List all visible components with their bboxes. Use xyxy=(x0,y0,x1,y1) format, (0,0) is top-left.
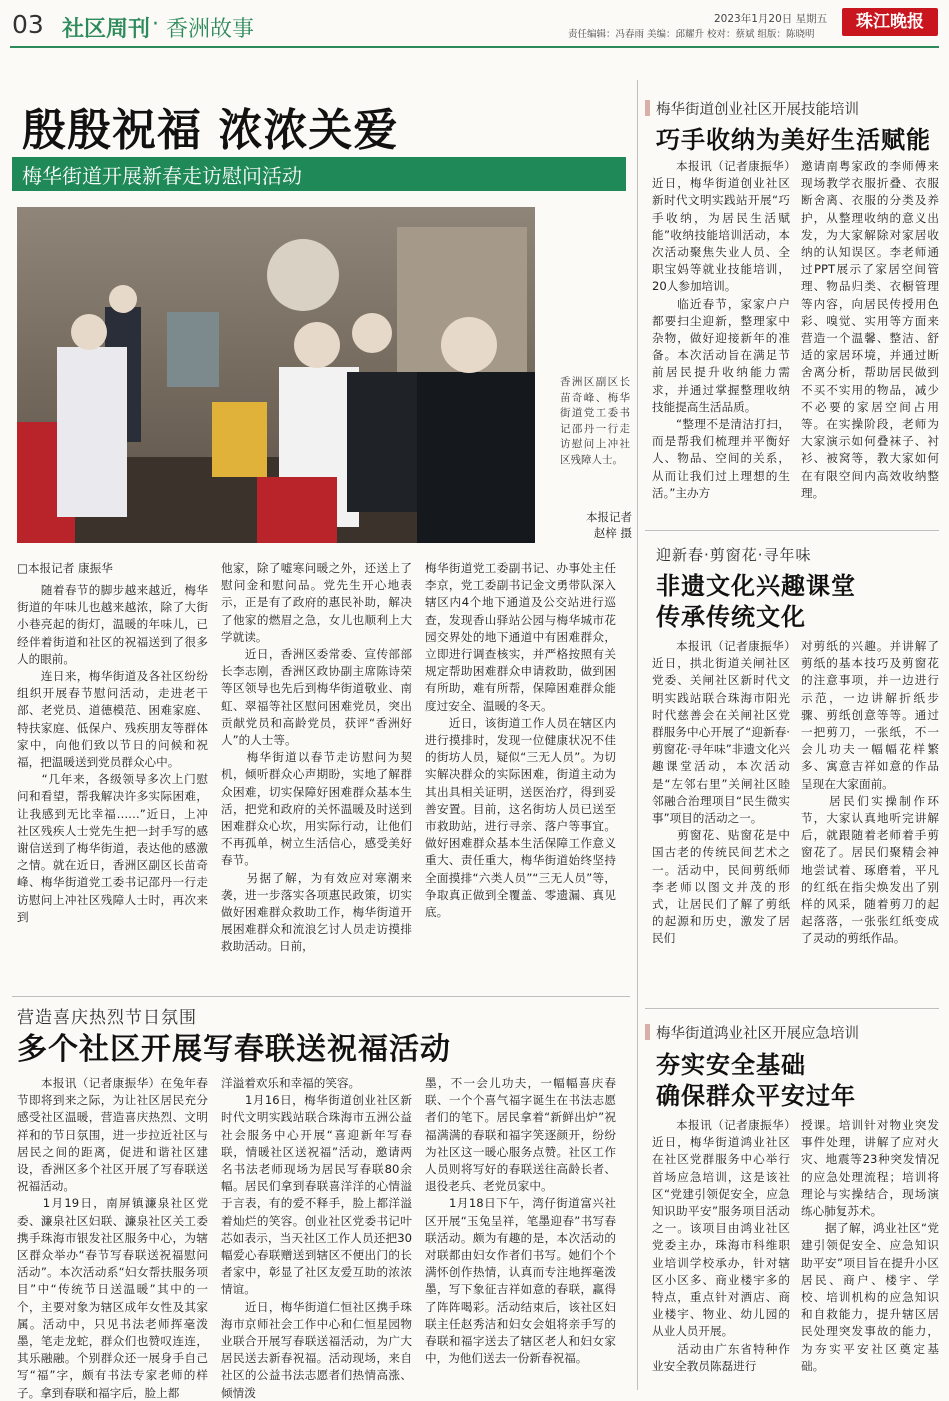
photo-credit: 本报记者 赵梓 摄 xyxy=(586,510,632,540)
storage-title: 巧手收纳为美好生活赋能 xyxy=(656,126,931,154)
section-dot: · xyxy=(152,12,159,37)
papercut-column-1: 本报讯（记者康振华）近日，拱北街道关闸社区党委、关闸社区新时代文明实践站联合珠海市阳光时代慈善会在关闸社区党群服务中心开展了“迎新春·剪窗花·寻年味”非遗文化兴趣课堂活动，本次活动是“左邻右里”关闸社区睦邻融合治理项目“民生微实事”项目的活动之一。 剪窗花、贴窗花是中国古老的传统民间艺术之一。活动中，民间剪纸师李老师以图文并茂的形式，让居民们了解了剪纸的起源和历史，激发了居民们 xyxy=(652,639,790,946)
photo-caption: 香洲区副区长苗奇峰、梅华街道党工委书记邵丹一行走访慰问上冲社区残障人士。 xyxy=(560,376,630,466)
safety-column-1: 本报讯（记者康振华）近日，梅华街道鸿业社区在社区党群服务中心举行首场应急培训，这是该社区“党建引领促安全，应急知识助平安”服务项目活动之一。该项目由鸿业社区党委主办，珠海市科维职业培训学校承办，针对辖区小区多、商业楼宇多的特点，重点针对酒店、商业楼宇、物业、幼儿园的从业人员开展。 活动由广东省特种作业安全教员陈磊进行 xyxy=(652,1118,790,1373)
issue-date: 2023年1月20日 星期五 xyxy=(714,13,828,25)
papercut-kicker: 迎新春·剪窗花·寻年味 xyxy=(656,546,812,564)
couplet-title: 多个社区开展写春联送祝福活动 xyxy=(17,1032,451,1067)
page-number: 03 xyxy=(12,10,44,39)
storage-column-1: 本报讯（记者康振华）近日，梅华街道创业社区新时代文明实践站开展“巧手收纳，为居民生活赋能”收纳技能培训活动，本次活动聚焦失业人员、全职宝妈等就业技能培训，20人参加培训。 临近春节，家家户户都要扫尘迎新，整理家中杂物，做好迎接新年的准备。本次活动旨在满足节前居民提升收纳能力需求，并通过掌握整理收纳技能提高生活品质。 “整理不是清洁打扫，而是帮我们梳理并平衡好人、物品、空间的关系，从而让我们过上理想的生活。”主办方 xyxy=(652,159,790,500)
safety-title-line-1: 夯实安全基础 xyxy=(656,1051,806,1079)
papercut-column-2: 对剪纸的兴趣。并讲解了剪纸的基本技巧及剪窗花的注意事项，并一边进行示范，一边讲解折纸步骤、剪纸创意等等。通过一把剪刀，一张纸，不一会儿功夫一幅幅花样繁多、寓意吉祥如意的作品呈现在大家面前。 居民们实操制作环节，大家认真地听完讲解后，就跟随着老师着手剪窗花了。居民们聚精会神地尝试着、琢磨着，平凡的红纸在指尖焕发出了别样的风采，随着剪刀的起起落落，一张张红纸变成了灵动的剪纸作品。 xyxy=(801,639,939,946)
right-column-divider xyxy=(637,80,638,1390)
storage-kicker-bar xyxy=(645,100,650,116)
couplet-column-3: 墨，不一会儿功夫，一幅幅喜庆春联、一个个喜气福字诞生在书法志愿者们的笔下。居民拿着“新鲜出炉”祝福满满的春联和福字笑逐颜开，纷纷为社区这一暖心服务点赞。社区工作人员则将写好的春联送往高龄长者、退役老兵、老党员家中。 1月18日下午，湾仔街道富兴社区开展“玉兔呈祥，笔墨迎春”书写春联活动。颇为有趣的是，本次活动的对联都由妇女作者们书写。她们个个满怀创作热情，认真而专注地挥毫泼墨，写下象征吉祥如意的春联，赢得了阵阵喝彩。活动结束后，该社区妇联主任赵秀洁和妇女会姐将亲手写的春联和福字送去了辖区老人和妇女家中，为他们送去一份新春祝福。 xyxy=(425,1076,616,1366)
safety-kicker-bar xyxy=(645,1024,650,1040)
safety-column-2: 授课。培训针对物业突发事件处理，讲解了应对火灾、地震等23种突发情况的应急处理流程；培训将理论与实操结合，现场演练心肺复苏术。 据了解，鸿业社区“党建引领促安全、应急知识助平安”项目旨在提升小区居民、商户、楼宇、学校、培训机构的应急知识和自救能力，提升辖区居民处理突发事故的能力，为夯实平安社区奠定基础。 xyxy=(801,1118,939,1373)
lead-column-1: 随着春节的脚步越来越近，梅华街道的年味儿也越来越浓，除了大街小巷亮起的街灯，温暖的年味儿，已经伴着街道和社区的祝福送到了很多人的眼前。 连日来，梅华街道及各社区纷纷组织开展春节慰问活动，走进老干部、老党员、道德模范、困难家庭、特扶家庭、低保户、残疾朋友等群体家中，向他们致以节日的问候和祝福，把温暖送到党员群众心中。 “几年来，各级领导多次上门慰问和看望，帮我解决许多实际困难，让我感到无比幸福……”近日，上冲社区残疾人士党先生把一封手写的感谢信送到了梅华街道，表达他的感激之情。就在近日，香洲区副区长苗奇峰、梅华街道党工委书记邵丹一行走访慰问上冲社区残障人士时，再次来到 xyxy=(17,583,208,924)
papercut-top-rule xyxy=(645,530,939,531)
staff-credits: 责任编辑：冯春雨 美编：邱耀升 校对：蔡斌 组版：陈晓明 xyxy=(568,29,815,40)
papercut-title-line-2: 传承传统文化 xyxy=(656,603,806,631)
lead-title: 殷殷祝福 浓浓关爱 xyxy=(22,105,399,156)
lead-column-3: 梅华街道党工委副书记、办事处主任李京，党工委副书记金文勇带队深入辖区内4个地下通道及公交站进行巡查，发现香山驿站公园与梅华城市花园交界处的地下通道中有困难群众，立即进行调查核实，并严格按照有关规定帮助困难群众申请救助，做到困有所助，难有所帮，保障困难群众能度过安全、温暖的冬天。 近日，该街道工作人员在辖区内进行摸排时，发现一位健康状况不佳的街坊人员，疑似“三无人员”。为切实解决群众的实际困难，街道主动为其出具相关证明，送医治疗，得到妥善安置。目前，这名街坊人员已送至市救助站，进行寻亲、落户等事宜。做好困难群众基本生活保障工作意义重大、责任重大，梅华街道始终坚持全面摸排“六类人员”“三无人员”等，争取真正做到全覆盖、零遗漏、真见底。 xyxy=(425,561,616,920)
subsection-name: 香洲故事 xyxy=(166,17,255,42)
lead-byline: □本报记者 康振华 xyxy=(17,561,113,575)
papercut-title-line-1: 非遗文化兴趣课堂 xyxy=(656,572,856,600)
masthead-rule xyxy=(10,46,939,48)
couplet-top-rule xyxy=(12,996,630,997)
lead-photo-illustration xyxy=(17,207,535,543)
safety-kicker: 梅华街道鸿业社区开展应急培训 xyxy=(656,1026,859,1042)
safety-title-line-2: 确保群众平安过年 xyxy=(656,1082,856,1110)
safety-top-rule xyxy=(645,1008,939,1009)
couplet-column-1: 本报讯（记者康振华）在兔年春节即将到来之际，为让社区居民充分感受社区温暖，营造喜庆热烈、文明祥和的节日氛围，进一步拉近社区与居民之间的距离，促进和谐社区建设，香洲区多个社区开展了写春联送祝福活动。 1月19日，南屏镇濂泉社区党委、濂泉社区妇联、濂泉社区关工委携手珠海市银发社区服务中心，为辖区群众举办“春节写春联送祝福慰问活动”。本次活动系“妇女帮扶服务项目”中“传统节日送温暖”其中的一个，主要对象为辖区成年女性及其家属。活动中，只见书法老师挥毫泼墨，笔走龙蛇，群众们也赞叹连连，其乐融融。个别群众还一展身手自己写“福”字，颇有书法专家老师的样子。拿到春联和福字后，脸上都 xyxy=(17,1076,208,1400)
paper-logo-text: 珠江晚报 xyxy=(856,12,924,32)
lead-subtitle-bar xyxy=(12,157,626,191)
couplet-column-2: 洋溢着欢乐和幸福的笑容。 1月16日，梅华街道创业社区新时代文明实践站联合珠海市五洲公益社会服务中心开展“喜迎新年写春联，情暖社区送祝福”活动，邀请两名书法老师现场为居民写春联80余幅。居民们拿到春联喜洋洋的心情溢于言表，有的爱不释手，脸上都洋溢着灿烂的笑容。创业社区党委书记叶芯如表示，当天社区工作人员还把30幅爱心春联赠送到辖区不便出门的长者家中，彰显了社区友爱互助的浓浓情谊。 近日，梅华街道仁恒社区携手珠海市京师社会工作中心和仁恒星园物业联合开展写春联送福活动，为广大居民送去新春祝福。活动现场，来自社区的公益书法志愿者们热情高涨、倾情泼 xyxy=(221,1076,412,1400)
lead-photo xyxy=(17,207,535,543)
lead-subtitle: 梅华街道开展新春走访慰问活动 xyxy=(22,164,302,188)
storage-column-2: 邀请南粤家政的李师傅来现场教学衣服折叠、衣服断舍离、衣服的分类及养护，从整理收纳的意义出发，为大家解除对家居收纳的认知误区。李老师通过PPT展示了家居空间管理、物品归类、衣橱管理等内容，向居民传授用色彩、嗅觉、实用等方面来营造一个温馨、整洁、舒适的家居环境，并通过断舍离分析，帮助居民做到不买不实用的物品，减少不必要的家居空间占用等。在实操阶段，老师为大家演示如何叠袜子、衬衫、被窝等，教大家如何在有限空间内高效收纳整理。 xyxy=(801,159,939,500)
storage-kicker: 梅华街道创业社区开展技能培训 xyxy=(656,102,859,118)
lead-column-2: 他家，除了嘘寒问暖之外，还送上了慰问金和慰问品。党先生开心地表示，正是有了政府的惠民补助，解决了他家的燃眉之急，女儿也顺利上大学就读。 近日，香洲区委常委、宣传部部长李志刚，香洲区政协副主席陈诗荣等区领导也先后到梅华街道敬业、南虹、翠福等社区慰问困难党员，突出贡献党员和高龄党员，获评“香洲好人”的人士等。 梅华街道以春节走访慰问为契机，倾听群众心声期盼，实地了解群众困难，切实保障好困难群众基本生活，把党和政府的关怀温暖及时送到困难群众心坎，用实际行动，让他们不再孤单，树立生活信心，感受美好春节。 另据了解，为有效应对寒潮来袭，进一步落实各项惠民政策，切实做好困难群众救助工作，梅华街道开展困难群众和流浪乞讨人员走访摸排救助活动。日前， xyxy=(221,561,412,954)
couplet-kicker: 营造喜庆热烈节日氛围 xyxy=(17,1008,197,1028)
section-name: 社区周刊 xyxy=(62,17,151,42)
paper-logo xyxy=(842,8,938,36)
